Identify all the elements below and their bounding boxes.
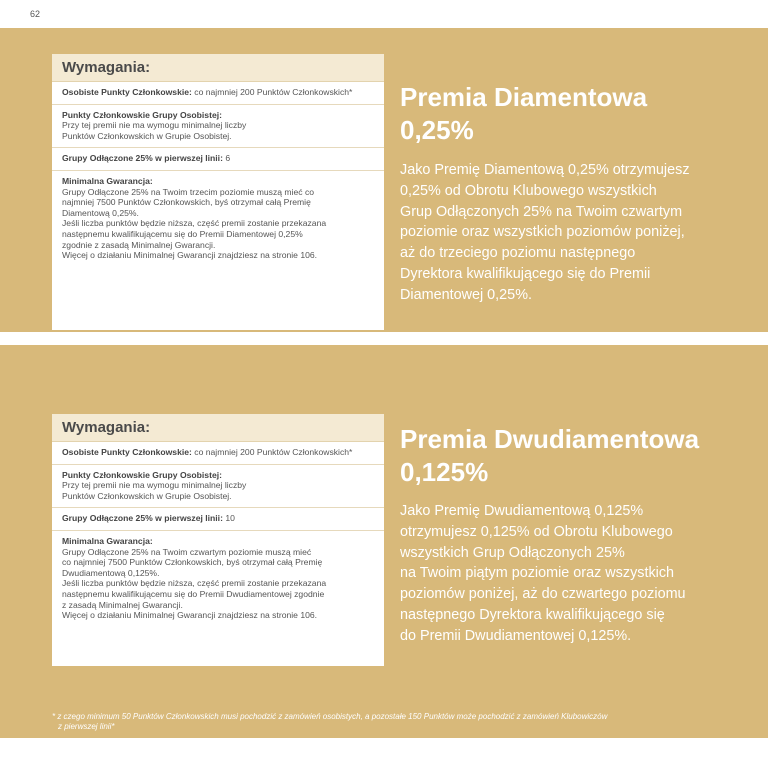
description-line: poziomów poniżej, aż do czwartego poziomu bbox=[400, 586, 686, 603]
requirement-row-personal-points bbox=[52, 442, 384, 465]
footnote-line: z pierwszej linii* bbox=[58, 722, 115, 731]
description-line: Diamentowej 0,25%. bbox=[400, 286, 532, 303]
requirement-text-line: zgodnie z zasadą Minimalnej Gwarancji. bbox=[62, 239, 216, 250]
description-line: Jako Premię Diamentową 0,25% otrzymujesz bbox=[400, 162, 690, 178]
premium-title bbox=[400, 423, 740, 489]
premium-title bbox=[400, 81, 740, 147]
requirement-label: Punkty Członkowskie Grupy Osobistej: bbox=[62, 109, 222, 120]
requirement-text-line: Jeśli liczba punktów będzie niższa, część premii zostanie przekazana bbox=[62, 218, 327, 229]
description-line: do Premii Dwudiamentowej 0,125%. bbox=[400, 627, 632, 644]
requirement-label: Osobiste Punkty Członkowskie: bbox=[62, 87, 192, 97]
requirement-text-line: Grupy Odłączone 25% na Twoim czwartym poziomie muszą mieć bbox=[62, 546, 312, 557]
requirements-heading: Wymagania: bbox=[52, 414, 384, 442]
footnote-line: * z czego minimum 50 Punktów Członkowskich musi pochodzić z zamówień osobistych, a pozostałe 150 Punktów może pochodzić z zamówień Klubowiczów bbox=[52, 712, 608, 721]
requirement-value: co najmniej 200 Punktów Członkowskich* bbox=[191, 447, 353, 457]
requirements-box bbox=[52, 54, 384, 330]
requirement-text-line: Diamentową 0,25%. bbox=[62, 207, 139, 218]
description-line: wszystkich Grup Odłączonych 25% bbox=[400, 544, 625, 561]
requirement-text-line: Więcej o działaniu Minimalnej Gwarancji znajdziesz na stronie 106. bbox=[62, 610, 318, 621]
requirement-text-line: następnemu kwalifikującemu się do Premii Dwudiamentowej zgodnie bbox=[62, 588, 325, 599]
description-line: aż do trzeciego poziomu następnego bbox=[400, 245, 636, 262]
requirement-label: Minimalna Gwarancja: bbox=[62, 175, 153, 186]
requirement-text-line: Punktów Członkowskich w Grupie Osobistej. bbox=[62, 130, 232, 141]
premium-panel-diamond bbox=[0, 28, 768, 332]
page-number: 62 bbox=[30, 9, 41, 19]
description-line: Dyrektora kwalifikującego się do Premii bbox=[400, 265, 651, 282]
requirement-text-line: najmniej 7500 Punktów Członkowskich, byś otrzymał całą Premię bbox=[62, 197, 311, 208]
premium-description bbox=[400, 501, 750, 647]
description-line: 0,25% od Obrotu Klubowego wszystkich bbox=[400, 182, 657, 199]
requirement-value: co najmniej 200 Punktów Członkowskich* bbox=[191, 87, 353, 97]
requirement-value: 6 bbox=[222, 153, 231, 164]
premium-title-line: 0,125% bbox=[400, 457, 489, 487]
premium-title-line: 0,25% bbox=[400, 115, 474, 145]
requirement-row-group-points bbox=[52, 105, 384, 149]
description-line: Jako Premię Dwudiamentową 0,125% bbox=[400, 503, 644, 519]
premium-title-line: Premia Dwudiamentowa bbox=[400, 424, 700, 454]
requirement-label: Osobiste Punkty Członkowskie: bbox=[62, 447, 192, 457]
requirement-row-first-line-groups bbox=[52, 148, 384, 171]
requirement-text-line: Przy tej premii nie ma wymogu minimalnej liczby bbox=[62, 120, 247, 131]
requirement-row-first-line-groups bbox=[52, 508, 384, 531]
requirement-text-line: następnemu kwalifikującemu się do Premii Diamentowej 0,25% bbox=[62, 228, 303, 239]
requirement-label: Grupy Odłączone 25% w pierwszej linii: bbox=[62, 153, 223, 164]
requirement-text-line: Grupy Odłączone 25% na Twoim trzecim poziomie muszą mieć co bbox=[62, 186, 315, 197]
requirement-text-line: Dwudiamentową 0,125%. bbox=[62, 567, 160, 578]
premium-panel-double-diamond bbox=[0, 345, 768, 738]
description-line: na Twoim piątym poziomie oraz wszystkich bbox=[400, 565, 675, 582]
requirement-text-line: z zasadą Minimalnej Gwarancji. bbox=[62, 599, 183, 610]
premium-title-line: Premia Diamentowa bbox=[400, 82, 648, 112]
requirement-text-line: Przy tej premii nie ma wymogu minimalnej liczby bbox=[62, 480, 247, 491]
requirement-label: Minimalna Gwarancja: bbox=[62, 535, 153, 546]
requirement-text-line: co najmniej 7500 Punktów Członkowskich, byś otrzymał całą Premię bbox=[62, 557, 323, 568]
requirement-row-personal-points bbox=[52, 82, 384, 105]
requirements-heading: Wymagania: bbox=[52, 54, 384, 82]
requirement-label: Punkty Członkowskie Grupy Osobistej: bbox=[62, 469, 222, 480]
requirement-text-line: Jeśli liczba punktów będzie niższa, część premii zostanie przekazana bbox=[62, 578, 327, 589]
description-line: Grup Odłączonych 25% na Twoim czwartym bbox=[400, 203, 683, 220]
description-line: otrzymujesz 0,125% od Obrotu Klubowego bbox=[400, 523, 673, 540]
requirement-value: 10 bbox=[222, 513, 235, 524]
description-line: następnego Dyrektora kwalifikującego się bbox=[400, 606, 665, 623]
requirement-row-minimum-guarantee bbox=[52, 531, 384, 627]
requirement-row-group-points bbox=[52, 465, 384, 509]
requirement-row-minimum-guarantee bbox=[52, 171, 384, 267]
premium-description bbox=[400, 160, 750, 306]
requirement-text-line: Więcej o działaniu Minimalnej Gwarancji znajdziesz na stronie 106. bbox=[62, 250, 318, 261]
requirement-text-line: Punktów Członkowskich w Grupie Osobistej. bbox=[62, 490, 232, 501]
requirement-label: Grupy Odłączone 25% w pierwszej linii: bbox=[62, 513, 223, 524]
requirements-box bbox=[52, 414, 384, 666]
description-line: poziomie oraz wszystkich poziomów poniżej, bbox=[400, 224, 685, 241]
footnote bbox=[52, 712, 752, 732]
